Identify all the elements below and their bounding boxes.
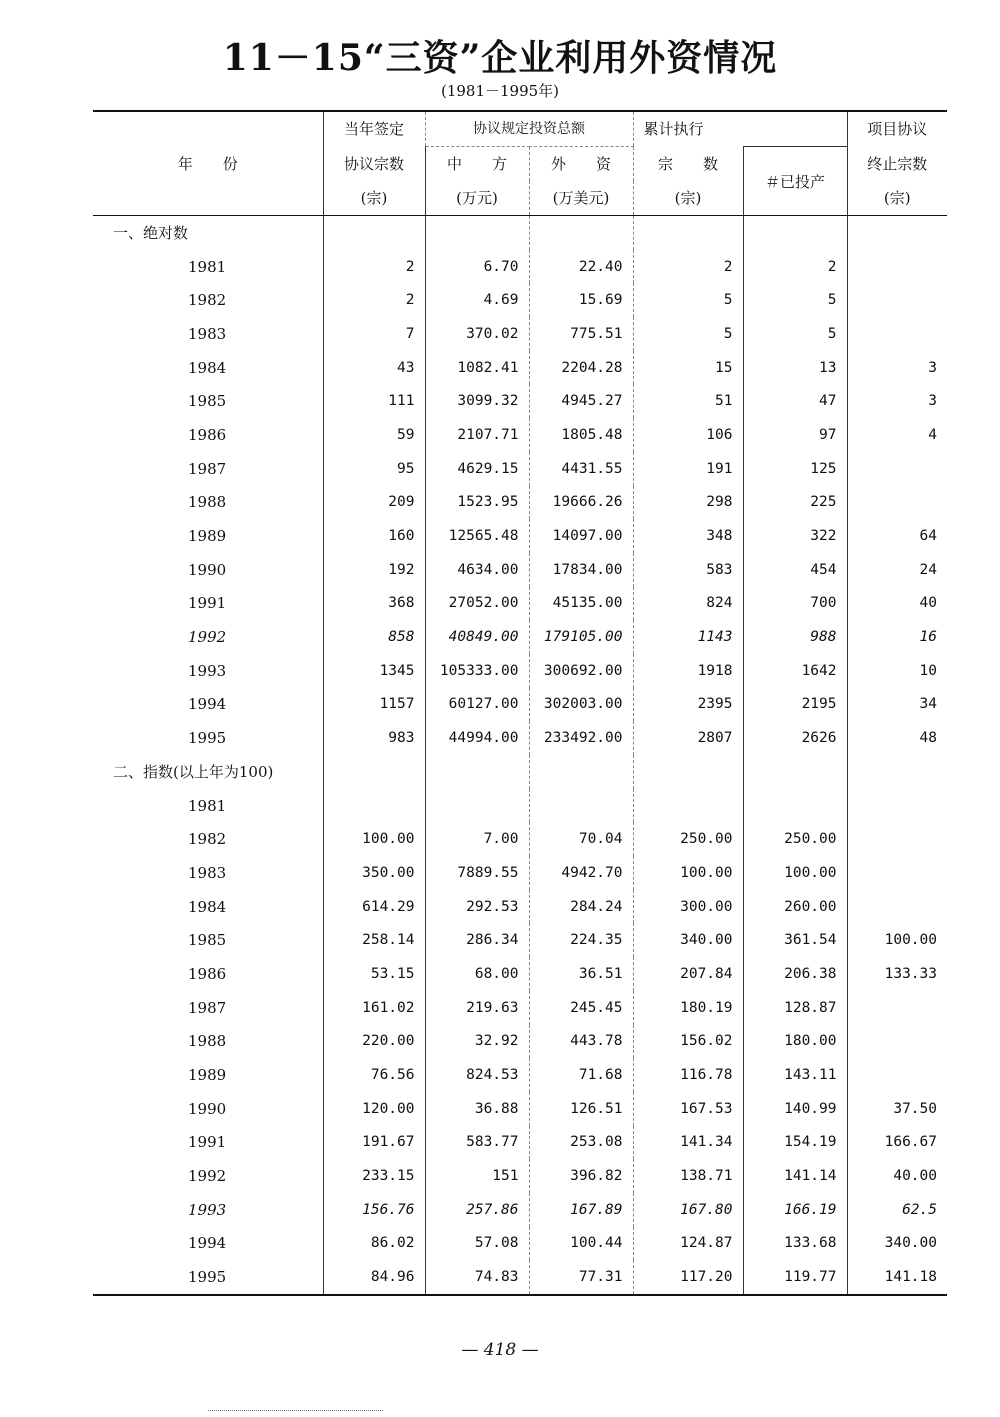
value-cell-col3: 17834.00 xyxy=(529,553,633,587)
value-cell-col6 xyxy=(847,789,947,823)
value-cell-col3: 22.40 xyxy=(529,250,633,284)
value-cell-col6 xyxy=(847,1058,947,1092)
table-row xyxy=(93,822,947,856)
value-cell-col5: 2626 xyxy=(743,721,847,755)
value-cell-col6: 133.33 xyxy=(847,957,947,991)
value-cell-col4: 2395 xyxy=(633,688,743,722)
value-cell-col3: 443.78 xyxy=(529,1025,633,1059)
value-cell-col3: 19666.26 xyxy=(529,486,633,520)
header-col2-line1: 中 方 xyxy=(425,147,529,182)
value-cell-col2 xyxy=(425,789,529,823)
value-cell-col6: 40 xyxy=(847,587,947,621)
header-col6-unit: (宗) xyxy=(847,181,947,216)
value-cell-col5: 2195 xyxy=(743,688,847,722)
value-cell-col2: 4.69 xyxy=(425,283,529,317)
value-cell-col4: 167.53 xyxy=(633,1092,743,1126)
value-cell-col3: 302003.00 xyxy=(529,688,633,722)
value-cell-col5: 1642 xyxy=(743,654,847,688)
value-cell-col6: 3 xyxy=(847,384,947,418)
header-year-label: 年 份 xyxy=(177,155,238,173)
value-cell-col2: 1082.41 xyxy=(425,351,529,385)
table-row xyxy=(93,789,947,823)
value-cell-col2: 292.53 xyxy=(425,890,529,924)
year-cell: 1988 xyxy=(188,493,227,512)
value-cell-col4: 300.00 xyxy=(633,890,743,924)
value-cell-col5: 988 xyxy=(743,620,847,654)
value-cell-col3: 4945.27 xyxy=(529,384,633,418)
year-cell: 1987 xyxy=(188,459,227,478)
table-row xyxy=(93,418,947,452)
value-cell-col3: 4431.55 xyxy=(529,452,633,486)
value-cell-col4: 100.00 xyxy=(633,856,743,890)
value-cell-col2: 32.92 xyxy=(425,1025,529,1059)
header-col6-line2: 终止宗数 xyxy=(847,147,947,182)
value-cell-col3: 126.51 xyxy=(529,1092,633,1126)
value-cell-col4: 51 xyxy=(633,384,743,418)
value-cell-col6: 141.18 xyxy=(847,1260,947,1295)
value-cell-col6 xyxy=(847,317,947,351)
value-cell-col4: 1918 xyxy=(633,654,743,688)
section-header-row xyxy=(93,755,947,789)
year-cell: 1993 xyxy=(188,661,227,680)
empty-cell xyxy=(743,755,847,789)
value-cell-col1: 2 xyxy=(323,283,425,317)
value-cell-col6: 40.00 xyxy=(847,1159,947,1193)
header-col2-unit: (万元) xyxy=(425,181,529,216)
year-cell: 1984 xyxy=(188,358,227,377)
table-row xyxy=(93,384,947,418)
value-cell-col5: 5 xyxy=(743,283,847,317)
value-cell-col1: 1157 xyxy=(323,688,425,722)
year-cell: 1990 xyxy=(188,560,227,579)
empty-cell xyxy=(633,755,743,789)
value-cell-col1: 258.14 xyxy=(323,923,425,957)
empty-cell xyxy=(529,755,633,789)
value-cell-col6: 48 xyxy=(847,721,947,755)
table-header xyxy=(93,111,947,216)
value-cell-col1: 161.02 xyxy=(323,991,425,1025)
year-cell: 1992 xyxy=(188,628,227,647)
empty-cell xyxy=(743,216,847,250)
year-cell: 1986 xyxy=(188,425,227,444)
value-cell-col6 xyxy=(847,250,947,284)
value-cell-col5: 13 xyxy=(743,351,847,385)
value-cell-col2: 151 xyxy=(425,1159,529,1193)
section-header-row xyxy=(93,216,947,250)
value-cell-col5: 250.00 xyxy=(743,822,847,856)
table-row xyxy=(93,250,947,284)
year-cell: 1995 xyxy=(188,729,227,748)
value-cell-col2: 105333.00 xyxy=(425,654,529,688)
value-cell-col6: 340.00 xyxy=(847,1227,947,1261)
header-col6-line1: 项目协议 xyxy=(847,111,947,147)
table-row xyxy=(93,923,947,957)
value-cell-col2: 7889.55 xyxy=(425,856,529,890)
section-label: 一、绝对数 xyxy=(113,224,189,243)
value-cell-col1 xyxy=(323,789,425,823)
value-cell-col3 xyxy=(529,789,633,823)
value-cell-col6 xyxy=(847,991,947,1025)
value-cell-col4: 207.84 xyxy=(633,957,743,991)
table-row xyxy=(93,1058,947,1092)
value-cell-col4: 824 xyxy=(633,587,743,621)
value-cell-col5: 141.14 xyxy=(743,1159,847,1193)
value-cell-col1: 59 xyxy=(323,418,425,452)
year-cell: 1995 xyxy=(93,1260,323,1295)
value-cell-col4: 5 xyxy=(633,283,743,317)
header-col1-line1: 当年签定 xyxy=(323,111,425,147)
value-cell-col2: 219.63 xyxy=(425,991,529,1025)
value-cell-col4: 1143 xyxy=(633,620,743,654)
value-cell-col5: 119.77 xyxy=(743,1260,847,1295)
value-cell-col1: 191.67 xyxy=(323,1126,425,1160)
year-cell: 1992 xyxy=(188,1167,227,1186)
value-cell-col4: 124.87 xyxy=(633,1227,743,1261)
value-cell-col6: 16 xyxy=(847,620,947,654)
value-cell-col1: 86.02 xyxy=(323,1227,425,1261)
value-cell-col3: 2204.28 xyxy=(529,351,633,385)
statistics-table xyxy=(93,110,947,1296)
page-number: — 418 — xyxy=(461,1340,539,1360)
table-row xyxy=(93,957,947,991)
table-row xyxy=(93,721,947,755)
value-cell-col2: 2107.71 xyxy=(425,418,529,452)
value-cell-col5: 361.54 xyxy=(743,923,847,957)
value-cell-col5: 100.00 xyxy=(743,856,847,890)
year-cell: 1989 xyxy=(188,1066,227,1085)
value-cell-col5: 5 xyxy=(743,317,847,351)
year-cell: 1981 xyxy=(188,796,227,815)
value-cell-col2: 286.34 xyxy=(425,923,529,957)
value-cell-col4: 583 xyxy=(633,553,743,587)
value-cell-col5: 140.99 xyxy=(743,1092,847,1126)
table-row xyxy=(93,1193,947,1227)
year-cell: 1994 xyxy=(188,695,227,714)
value-cell-col5: 154.19 xyxy=(743,1126,847,1160)
table-row xyxy=(93,1260,947,1295)
value-cell-col1: 160 xyxy=(323,519,425,553)
value-cell-col3: 396.82 xyxy=(529,1159,633,1193)
year-cell: 1993 xyxy=(188,1200,227,1219)
value-cell-col1: 233.15 xyxy=(323,1159,425,1193)
value-cell-col4: 298 xyxy=(633,486,743,520)
table-row xyxy=(93,1159,947,1193)
value-cell-col5: 454 xyxy=(743,553,847,587)
year-cell: 1985 xyxy=(188,392,227,411)
value-cell-col1: 220.00 xyxy=(323,1025,425,1059)
value-cell-col6: 10 xyxy=(847,654,947,688)
value-cell-col5: 47 xyxy=(743,384,847,418)
value-cell-col1: 76.56 xyxy=(323,1058,425,1092)
value-cell-col5: 260.00 xyxy=(743,890,847,924)
value-cell-col5: 128.87 xyxy=(743,991,847,1025)
value-cell-col2: 12565.48 xyxy=(425,519,529,553)
value-cell-col4: 348 xyxy=(633,519,743,553)
header-col5-top xyxy=(743,111,847,147)
value-cell-col3: 245.45 xyxy=(529,991,633,1025)
value-cell-col5 xyxy=(743,789,847,823)
header-col4-unit: (宗) xyxy=(633,181,743,216)
year-cell: 1990 xyxy=(188,1099,227,1118)
value-cell-col1: 350.00 xyxy=(323,856,425,890)
value-cell-col4: 180.19 xyxy=(633,991,743,1025)
value-cell-col6 xyxy=(847,822,947,856)
page-subtitle: (1981－1995年) xyxy=(440,82,560,100)
value-cell-col3: 253.08 xyxy=(529,1126,633,1160)
value-cell-col2: 40849.00 xyxy=(425,620,529,654)
value-cell-col3: 775.51 xyxy=(529,317,633,351)
table-row xyxy=(93,317,947,351)
year-cell: 1988 xyxy=(188,1032,227,1051)
table-row xyxy=(93,856,947,890)
value-cell-col5: 133.68 xyxy=(743,1227,847,1261)
value-cell-col6: 62.5 xyxy=(847,1193,947,1227)
year-cell: 1984 xyxy=(188,897,227,916)
value-cell-col1: 156.76 xyxy=(323,1193,425,1227)
value-cell-col6: 64 xyxy=(847,519,947,553)
table-row xyxy=(93,452,947,486)
value-cell-col6 xyxy=(847,890,947,924)
value-cell-col2: 36.88 xyxy=(425,1092,529,1126)
value-cell-col1: 43 xyxy=(323,351,425,385)
value-cell-col1: 84.96 xyxy=(323,1260,425,1295)
value-cell-col6 xyxy=(847,1025,947,1059)
empty-cell xyxy=(847,755,947,789)
value-cell-col4: 340.00 xyxy=(633,923,743,957)
value-cell-col6: 4 xyxy=(847,418,947,452)
value-cell-col4 xyxy=(633,789,743,823)
value-cell-col5: 225 xyxy=(743,486,847,520)
value-cell-col1: 100.00 xyxy=(323,822,425,856)
value-cell-col4: 250.00 xyxy=(633,822,743,856)
value-cell-col2: 1523.95 xyxy=(425,486,529,520)
value-cell-col2: 4629.15 xyxy=(425,452,529,486)
value-cell-col2: 27052.00 xyxy=(425,587,529,621)
bottom-dotted-rule xyxy=(208,1410,383,1411)
value-cell-col2: 57.08 xyxy=(425,1227,529,1261)
header-col1-line2: 协议宗数 xyxy=(323,147,425,182)
value-cell-col2: 583.77 xyxy=(425,1126,529,1160)
value-cell-col3: 284.24 xyxy=(529,890,633,924)
value-cell-col3: 70.04 xyxy=(529,822,633,856)
value-cell-col3: 167.89 xyxy=(529,1193,633,1227)
value-cell-col6 xyxy=(847,486,947,520)
value-cell-col3: 4942.70 xyxy=(529,856,633,890)
value-cell-col6 xyxy=(847,856,947,890)
table-row xyxy=(93,620,947,654)
year-cell: 1987 xyxy=(188,998,227,1017)
table-row xyxy=(93,1227,947,1261)
value-cell-col4: 5 xyxy=(633,317,743,351)
value-cell-col5: 97 xyxy=(743,418,847,452)
value-cell-col2: 7.00 xyxy=(425,822,529,856)
empty-cell xyxy=(425,755,529,789)
table-row xyxy=(93,587,947,621)
value-cell-col6: 3 xyxy=(847,351,947,385)
value-cell-col5: 206.38 xyxy=(743,957,847,991)
table-row xyxy=(93,1025,947,1059)
value-cell-col3: 233492.00 xyxy=(529,721,633,755)
value-cell-col1: 368 xyxy=(323,587,425,621)
value-cell-col5: 322 xyxy=(743,519,847,553)
value-cell-col1: 858 xyxy=(323,620,425,654)
table-row xyxy=(93,486,947,520)
year-cell: 1981 xyxy=(188,257,227,276)
value-cell-col3: 71.68 xyxy=(529,1058,633,1092)
table-body xyxy=(93,216,947,1296)
year-cell: 1986 xyxy=(188,964,227,983)
value-cell-col3: 179105.00 xyxy=(529,620,633,654)
value-cell-col2: 370.02 xyxy=(425,317,529,351)
value-cell-col4: 2 xyxy=(633,250,743,284)
value-cell-col6: 166.67 xyxy=(847,1126,947,1160)
statistics-table-wrapper xyxy=(93,110,947,1296)
value-cell-col4: 116.78 xyxy=(633,1058,743,1092)
value-cell-col3: 100.44 xyxy=(529,1227,633,1261)
table-row xyxy=(93,1092,947,1126)
year-cell: 1982 xyxy=(188,291,227,310)
value-cell-col1: 7 xyxy=(323,317,425,351)
value-cell-col1: 614.29 xyxy=(323,890,425,924)
year-cell: 1989 xyxy=(188,527,227,546)
value-cell-col1: 120.00 xyxy=(323,1092,425,1126)
value-cell-col1: 1345 xyxy=(323,654,425,688)
value-cell-col4: 106 xyxy=(633,418,743,452)
value-cell-col3: 1805.48 xyxy=(529,418,633,452)
empty-cell xyxy=(323,755,425,789)
value-cell-col6: 34 xyxy=(847,688,947,722)
value-cell-col4: 191 xyxy=(633,452,743,486)
value-cell-col2: 257.86 xyxy=(425,1193,529,1227)
value-cell-col3: 14097.00 xyxy=(529,519,633,553)
header-year xyxy=(93,111,323,216)
value-cell-col3: 36.51 xyxy=(529,957,633,991)
value-cell-col1: 983 xyxy=(323,721,425,755)
value-cell-col2: 3099.32 xyxy=(425,384,529,418)
value-cell-col1: 2 xyxy=(323,250,425,284)
value-cell-col5: 166.19 xyxy=(743,1193,847,1227)
year-cell: 1991 xyxy=(188,594,227,613)
value-cell-col4: 156.02 xyxy=(633,1025,743,1059)
value-cell-col4: 117.20 xyxy=(633,1260,743,1295)
value-cell-col6 xyxy=(847,452,947,486)
value-cell-col1: 192 xyxy=(323,553,425,587)
year-cell: 1985 xyxy=(188,931,227,950)
value-cell-col5: 700 xyxy=(743,587,847,621)
value-cell-col6: 24 xyxy=(847,553,947,587)
value-cell-col2: 68.00 xyxy=(425,957,529,991)
empty-cell xyxy=(847,216,947,250)
year-cell: 1991 xyxy=(188,1133,227,1152)
header-col3-line1: 外 资 xyxy=(529,147,633,182)
header-investment-group: 协议规定投资总额 xyxy=(425,111,633,147)
header-col4-line1: 宗 数 xyxy=(633,147,743,182)
table-row xyxy=(93,654,947,688)
value-cell-col2: 4634.00 xyxy=(425,553,529,587)
page-title: 11－15“三资”企业利用外资情况 xyxy=(222,37,778,79)
year-cell: 1983 xyxy=(188,324,227,343)
value-cell-col4: 167.80 xyxy=(633,1193,743,1227)
value-cell-col3: 224.35 xyxy=(529,923,633,957)
header-col5: ＃已投产 xyxy=(743,147,847,216)
table-row xyxy=(93,283,947,317)
table-row xyxy=(93,1126,947,1160)
empty-cell xyxy=(425,216,529,250)
empty-cell xyxy=(529,216,633,250)
value-cell-col4: 2807 xyxy=(633,721,743,755)
value-cell-col1: 53.15 xyxy=(323,957,425,991)
empty-cell xyxy=(323,216,425,250)
table-row xyxy=(93,688,947,722)
table-row xyxy=(93,553,947,587)
value-cell-col2: 44994.00 xyxy=(425,721,529,755)
value-cell-col2: 60127.00 xyxy=(425,688,529,722)
year-cell: 1994 xyxy=(188,1234,227,1253)
table-row xyxy=(93,890,947,924)
value-cell-col4: 141.34 xyxy=(633,1126,743,1160)
value-cell-col2: 6.70 xyxy=(425,250,529,284)
value-cell-col3: 300692.00 xyxy=(529,654,633,688)
value-cell-col5: 125 xyxy=(743,452,847,486)
value-cell-col5: 2 xyxy=(743,250,847,284)
table-row xyxy=(93,519,947,553)
section-label: 二、指数(以上年为100) xyxy=(113,763,274,782)
header-col3-unit: (万美元) xyxy=(529,181,633,216)
value-cell-col1: 111 xyxy=(323,384,425,418)
table-row xyxy=(93,991,947,1025)
header-cumulative-group: 累计执行 xyxy=(633,111,743,147)
empty-cell xyxy=(633,216,743,250)
value-cell-col1: 209 xyxy=(323,486,425,520)
value-cell-col5: 180.00 xyxy=(743,1025,847,1059)
table-row xyxy=(93,351,947,385)
year-cell: 1982 xyxy=(188,830,227,849)
value-cell-col3: 45135.00 xyxy=(529,587,633,621)
value-cell-col4: 15 xyxy=(633,351,743,385)
value-cell-col6: 100.00 xyxy=(847,923,947,957)
header-col1-unit: (宗) xyxy=(323,181,425,216)
value-cell-col3: 77.31 xyxy=(529,1260,633,1295)
value-cell-col3: 15.69 xyxy=(529,283,633,317)
value-cell-col4: 138.71 xyxy=(633,1159,743,1193)
value-cell-col2: 74.83 xyxy=(425,1260,529,1295)
year-cell: 1983 xyxy=(188,863,227,882)
value-cell-col5: 143.11 xyxy=(743,1058,847,1092)
value-cell-col1: 95 xyxy=(323,452,425,486)
value-cell-col2: 824.53 xyxy=(425,1058,529,1092)
value-cell-col6: 37.50 xyxy=(847,1092,947,1126)
value-cell-col6 xyxy=(847,283,947,317)
